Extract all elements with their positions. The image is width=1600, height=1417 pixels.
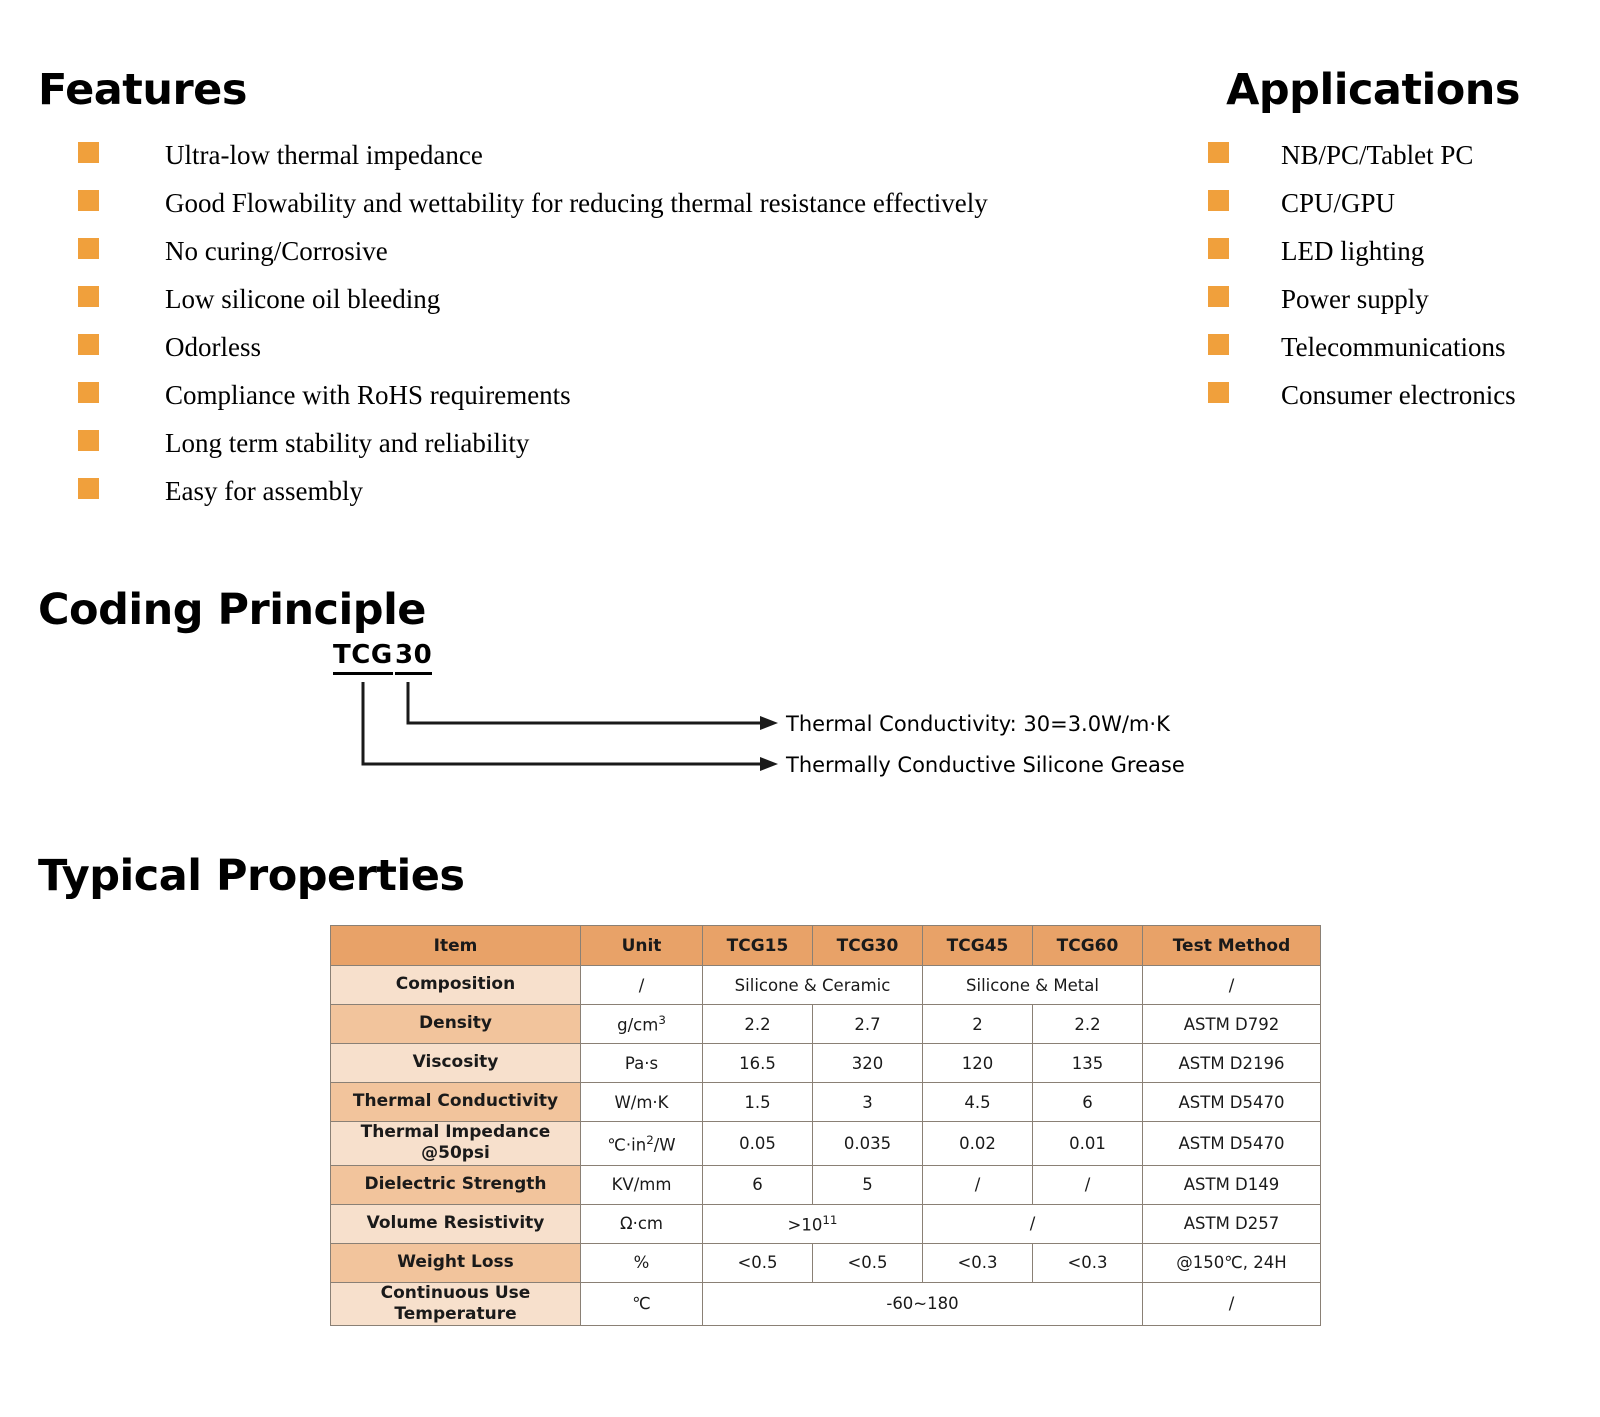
value-cell: 6 xyxy=(1033,1083,1143,1122)
property-name-cell: Dielectric Strength xyxy=(331,1165,581,1204)
value-cell: <0.5 xyxy=(813,1243,923,1282)
unit-cell: ℃ xyxy=(581,1282,703,1326)
test-method-cell: / xyxy=(1143,1282,1321,1326)
value-cell: 5 xyxy=(813,1165,923,1204)
value-cell: 320 xyxy=(813,1044,923,1083)
thermal-conductivity-annotation: Thermal Conductivity: 30=3.0W/m·K xyxy=(786,712,1170,736)
coding-principle-heading: Coding Principle xyxy=(38,584,426,635)
property-name-cell: Volume Resistivity xyxy=(331,1204,581,1243)
test-method-cell: ASTM D149 xyxy=(1143,1165,1321,1204)
feature-label: Long term stability and reliability xyxy=(165,428,530,458)
value-cell: 4.5 xyxy=(923,1083,1033,1122)
application-label: Power supply xyxy=(1281,284,1429,314)
list-item xyxy=(78,227,988,275)
test-method-cell: ASTM D5470 xyxy=(1143,1122,1321,1166)
property-name-cell: Thermal Conductivity xyxy=(331,1083,581,1122)
value-cell: 120 xyxy=(923,1044,1033,1083)
application-label: CPU/GPU xyxy=(1281,188,1396,218)
list-item xyxy=(1208,371,1516,419)
application-label: Consumer electronics xyxy=(1281,380,1516,410)
value-cell: <0.3 xyxy=(923,1243,1033,1282)
bullet-square-icon xyxy=(78,334,99,355)
bullet-square-icon xyxy=(78,238,99,259)
features-heading: Features xyxy=(38,64,247,115)
property-name-cell: Weight Loss xyxy=(331,1243,581,1282)
bullet-square-icon xyxy=(1208,190,1229,211)
table-header-cell: TCG30 xyxy=(813,926,923,966)
test-method-cell: @150℃, 24H xyxy=(1143,1243,1321,1282)
table-header-cell: TCG45 xyxy=(923,926,1033,966)
bullet-square-icon xyxy=(78,382,99,403)
table-header-cell: Item xyxy=(331,926,581,966)
table-header-row xyxy=(331,926,1321,966)
feature-label: Ultra-low thermal impedance xyxy=(165,140,483,170)
bullet-square-icon xyxy=(1208,334,1229,355)
property-name-cell: Density xyxy=(331,1005,581,1044)
bullet-square-icon xyxy=(1208,286,1229,307)
unit-cell: / xyxy=(581,966,703,1005)
value-cell-merged: / xyxy=(923,1204,1143,1243)
value-cell: <0.5 xyxy=(703,1243,813,1282)
value-cell: 2 xyxy=(923,1005,1033,1044)
unit-cell: % xyxy=(581,1243,703,1282)
value-cell-merged: $>10^{11}$ xyxy=(703,1204,923,1243)
property-name-cell: Continuous Use Temperature xyxy=(331,1282,581,1326)
coding-principle-diagram xyxy=(320,630,1220,800)
list-item xyxy=(78,275,988,323)
value-cell: / xyxy=(923,1165,1033,1204)
typical-properties-table xyxy=(330,925,1321,1326)
list-item xyxy=(1208,227,1516,275)
bullet-square-icon xyxy=(78,430,99,451)
applications-heading: Applications xyxy=(1226,64,1520,115)
table-header-cell: TCG15 xyxy=(703,926,813,966)
application-label: Telecommunications xyxy=(1281,332,1506,362)
product-type-annotation: Thermally Conductive Silicone Grease xyxy=(786,753,1185,777)
test-method-cell: ASTM D257 xyxy=(1143,1204,1321,1243)
feature-label: No curing/Corrosive xyxy=(165,236,388,266)
bullet-square-icon xyxy=(78,478,99,499)
bullet-square-icon xyxy=(78,286,99,307)
table-row xyxy=(331,1165,1321,1204)
list-item xyxy=(78,179,988,227)
applications-list xyxy=(1208,131,1516,419)
value-cell: <0.3 xyxy=(1033,1243,1143,1282)
value-cell: 0.035 xyxy=(813,1122,923,1166)
table-row xyxy=(331,1282,1321,1326)
property-name-cell: Thermal Impedance @50psi xyxy=(331,1122,581,1166)
test-method-cell: ASTM D2196 xyxy=(1143,1044,1321,1083)
application-label: LED lighting xyxy=(1281,236,1425,266)
value-cell: 16.5 xyxy=(703,1044,813,1083)
feature-label: Easy for assembly xyxy=(165,476,363,506)
typical-properties-table-container xyxy=(330,925,1321,1326)
table-row xyxy=(331,1083,1321,1122)
value-cell: 135 xyxy=(1033,1044,1143,1083)
list-item xyxy=(78,467,988,515)
value-cell-merged: -60~180 xyxy=(703,1282,1143,1326)
bullet-square-icon xyxy=(1208,142,1229,163)
value-cell: 3 xyxy=(813,1083,923,1122)
value-cell-merged: Silicone & Ceramic xyxy=(703,966,923,1005)
value-cell: / xyxy=(1033,1165,1143,1204)
value-cell: 0.01 xyxy=(1033,1122,1143,1166)
value-cell: 1.5 xyxy=(703,1083,813,1122)
value-cell-merged: Silicone & Metal xyxy=(923,966,1143,1005)
feature-label: Low silicone oil bleeding xyxy=(165,284,441,314)
table-row xyxy=(331,1243,1321,1282)
table-row xyxy=(331,1122,1321,1166)
table-header-cell: Test Method xyxy=(1143,926,1321,966)
test-method-cell: ASTM D5470 xyxy=(1143,1083,1321,1122)
test-method-cell: / xyxy=(1143,966,1321,1005)
table-header-cell: TCG60 xyxy=(1033,926,1143,966)
list-item xyxy=(78,419,988,467)
bullet-square-icon xyxy=(78,142,99,163)
typical-properties-heading: Typical Properties xyxy=(38,850,465,901)
list-item xyxy=(78,323,988,371)
value-cell: 2.2 xyxy=(703,1005,813,1044)
feature-label: Odorless xyxy=(165,332,261,362)
code-prefix-label: TCG xyxy=(333,640,393,675)
value-cell: 0.05 xyxy=(703,1122,813,1166)
application-label: NB/PC/Tablet PC xyxy=(1281,140,1474,170)
table-row xyxy=(331,1204,1321,1243)
value-cell: 0.02 xyxy=(923,1122,1033,1166)
features-list xyxy=(78,131,988,515)
value-cell: 2.7 xyxy=(813,1005,923,1044)
test-method-cell: ASTM D792 xyxy=(1143,1005,1321,1044)
bullet-square-icon xyxy=(78,190,99,211)
property-name-cell: Composition xyxy=(331,966,581,1005)
unit-cell: KV/mm xyxy=(581,1165,703,1204)
feature-label: Good Flowability and wettability for reducing thermal resistance effectively xyxy=(165,188,988,218)
list-item xyxy=(78,371,988,419)
unit-cell: Ω·cm xyxy=(581,1204,703,1243)
code-number-label: 30 xyxy=(395,640,432,675)
list-item xyxy=(78,131,988,179)
bullet-square-icon xyxy=(1208,238,1229,259)
unit-cell: $℃\cdot in^2/W$ xyxy=(581,1122,703,1166)
feature-label: Compliance with RoHS requirements xyxy=(165,380,571,410)
property-name-cell: Viscosity xyxy=(331,1044,581,1083)
value-cell: 6 xyxy=(703,1165,813,1204)
list-item xyxy=(1208,131,1516,179)
table-header-cell: Unit xyxy=(581,926,703,966)
table-row xyxy=(331,966,1321,1005)
table-body xyxy=(331,966,1321,1326)
unit-cell: W/m·K xyxy=(581,1083,703,1122)
table-row xyxy=(331,1005,1321,1044)
list-item xyxy=(1208,179,1516,227)
unit-cell: $g/cm^3$ xyxy=(581,1005,703,1044)
table-row xyxy=(331,1044,1321,1083)
unit-cell: Pa·s xyxy=(581,1044,703,1083)
value-cell: 2.2 xyxy=(1033,1005,1143,1044)
list-item xyxy=(1208,323,1516,371)
list-item xyxy=(1208,275,1516,323)
bullet-square-icon xyxy=(1208,382,1229,403)
